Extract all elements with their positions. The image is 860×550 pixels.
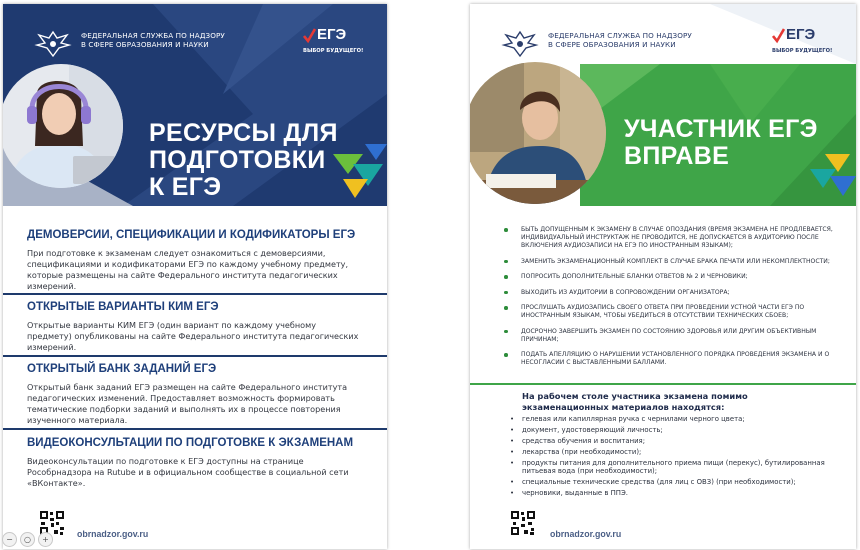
list-item: • средства обучения и воспитания;: [510, 437, 840, 445]
ege-logo: [303, 24, 364, 56]
student-headphones-photo: [3, 64, 123, 188]
materials-heading: На рабочем столе участника экзамена помимо экзаменационных материалов находятся:: [522, 391, 748, 412]
zoom-out-button[interactable]: −: [2, 532, 17, 547]
zoom-controls: [2, 532, 53, 548]
list-item: • гелевая или капиллярная ручка с чернилами черного цвета;: [510, 415, 840, 423]
ege-logo: [772, 24, 833, 56]
list-item: ПОДАТЬ АПЕЛЛЯЦИЮ О НАРУШЕНИИ УСТАНОВЛЕННОГО ПОРЯДКА ПРОВЕДЕНИЯ ЭКЗАМЕНА И О НЕСОГЛАСИИ С ВЫСТАВЛЕННЫМИ БАЛЛАМИ.: [500, 351, 840, 367]
section-divider: [3, 355, 387, 357]
poster-header: [470, 4, 856, 206]
ege-logo-text: ЕГЭ: [317, 26, 347, 43]
poster-participant-rights: [470, 4, 856, 549]
eagle-emblem-icon: [33, 29, 73, 59]
zoom-reset-button[interactable]: ○: [20, 532, 35, 547]
section-task-bank: [27, 362, 363, 426]
website-link[interactable]: obrnadzor.gov.ru: [77, 529, 149, 539]
agency-name: ФЕДЕРАЛЬНАЯ СЛУЖБА ПО НАДЗОРУ В СФЕРЕ ОБРАЗОВАНИЯ И НАУКИ: [81, 31, 225, 49]
ege-logo-text: ЕГЭ: [786, 26, 816, 43]
ege-logo-slogan: ВЫБОР БУДУЩЕГО!: [303, 48, 364, 54]
poster-header: [3, 4, 387, 206]
section-video-consultations: [27, 436, 363, 489]
section-demo-versions: [27, 228, 363, 292]
poster-title: УЧАСТНИК ЕГЭ ВПРАВЕ: [624, 115, 818, 170]
section-body: При подготовке к экзаменам следует ознакомиться с демоверсиями, спецификациями и кодификаторами ЕГЭ по каждому учебному предмету, которые размещены на сайте Федерального института педагогических измерений.: [27, 248, 349, 291]
qr-code-icon[interactable]: [510, 510, 536, 536]
list-item: ЗАМЕНИТЬ ЭКЗАМЕНАЦИОННЫЙ КОМПЛЕКТ В СЛУЧАЕ БРАКА ПЕЧАТИ ИЛИ НЕКОМПЛЕКТНОСТИ;: [500, 258, 840, 266]
poster-title: РЕСУРСЫ ДЛЯ ПОДГОТОВКИ К ЕГЭ: [149, 119, 338, 201]
zoom-in-button[interactable]: +: [38, 532, 53, 547]
section-divider: [3, 293, 387, 295]
list-item: ПОПРОСИТЬ ДОПОЛНИТЕЛЬНЫЕ БЛАНКИ ОТВЕТОВ № 2 И ЧЕРНОВИКИ;: [500, 273, 840, 281]
list-item: • специальные технические средства (для лиц с ОВЗ) (при необходимости);: [510, 478, 840, 486]
list-item: • продукты питания для дополнительного приема пищи (перекус), бутилированная питьевая вода (при необходимости);: [510, 459, 840, 476]
website-link[interactable]: obrnadzor.gov.ru: [550, 529, 622, 539]
section-title: ОТКРЫТЫЕ ВАРИАНТЫ КИМ ЕГЭ: [27, 301, 219, 313]
section-open-variants: [27, 300, 363, 353]
agency-name: ФЕДЕРАЛЬНАЯ СЛУЖБА ПО НАДЗОРУ В СФЕРЕ ОБРАЗОВАНИЯ И НАУКИ: [548, 31, 692, 49]
ege-checkmark-icon: [772, 28, 785, 44]
participant-rights-list: [500, 226, 840, 375]
list-item: ДОСРОЧНО ЗАВЕРШИТЬ ЭКЗАМЕН ПО СОСТОЯНИЮ ЗДОРОВЬЯ ИЛИ ДРУГИМ ОБЪЕКТИВНЫМ ПРИЧИНАМ;: [500, 328, 840, 344]
section-title: ОТКРЫТЫЙ БАНК ЗАДАНИЙ ЕГЭ: [27, 363, 217, 375]
section-divider: [3, 428, 387, 430]
list-item: • документ, удостоверяющий личность;: [510, 426, 840, 434]
ege-checkmark-icon: [303, 28, 316, 44]
poster-exam-resources: [3, 4, 387, 549]
section-body: Видеоконсультации по подготовке к ЕГЭ доступны на странице Рособрнадзора на Rutube и в официальном сообществе в социальной сети «ВКонтакте».: [27, 456, 349, 488]
list-item: • лекарства (при необходимости);: [510, 448, 840, 456]
section-body: Открытые варианты КИМ ЕГЭ (один вариант по каждому учебному предмету) опубликованы на сайте Федерального института педагогических измерений.: [27, 320, 359, 352]
eagle-emblem-icon: [500, 29, 540, 59]
list-item: ПРОСЛУШАТЬ АУДИОЗАПИСЬ СВОЕГО ОТВЕТА ПРИ ПРОВЕДЕНИИ УСТНОЙ ЧАСТИ ЕГЭ ПО ИНОСТРАННЫМ ЯЗЫКАМ, ЧТОБЫ УБЕДИТЬСЯ В ОТСУТСТВИИ ТЕХНИЧЕСКИХ СБОЕВ;: [500, 304, 840, 320]
section-body: Открытый банк заданий ЕГЭ размещен на сайте Федерального института педагогических изменений. Предоставляет возможность формировать тематические подборки заданий и выполнять их в процессе повторения изученного материала.: [27, 382, 348, 425]
student-writing-photo: [470, 62, 606, 204]
section-divider: [470, 383, 856, 385]
list-item: ВЫХОДИТЬ ИЗ АУДИТОРИИ В СОПРОВОЖДЕНИИ ОРГАНИЗАТОРА;: [500, 289, 840, 297]
section-title: ДЕМОВЕРСИИ, СПЕЦИФИКАЦИИ И КОДИФИКАТОРЫ ЕГЭ: [27, 229, 356, 241]
list-item: • черновики, выданные в ППЭ.: [510, 489, 840, 497]
ege-logo-slogan: ВЫБОР БУДУЩЕГО!: [772, 48, 833, 54]
list-item: БЫТЬ ДОПУЩЕННЫМ К ЭКЗАМЕНУ В СЛУЧАЕ ОПОЗДАНИЯ (ВРЕМЯ ЭКЗАМЕНА НЕ ПРОДЛЕВАЕТСЯ, ИНДИВИДУАЛЬНЫЙ ИНСТРУКТАЖ НЕ ПРОВОДИТСЯ, НЕ ДОПУСКАЕТСЯ В АУДИТОРИЮ ПОСЛЕ ВКЛЮЧЕНИЯ АУДИОЗАПИСИ НА ЕГЭ ПО ИНОСТРАННЫМ ЯЗЫКАМ);: [500, 226, 840, 250]
section-title: ВИДЕОКОНСУЛЬТАЦИИ ПО ПОДГОТОВКЕ К ЭКЗАМЕНАМ: [27, 437, 354, 449]
desk-materials-list: [510, 415, 840, 500]
